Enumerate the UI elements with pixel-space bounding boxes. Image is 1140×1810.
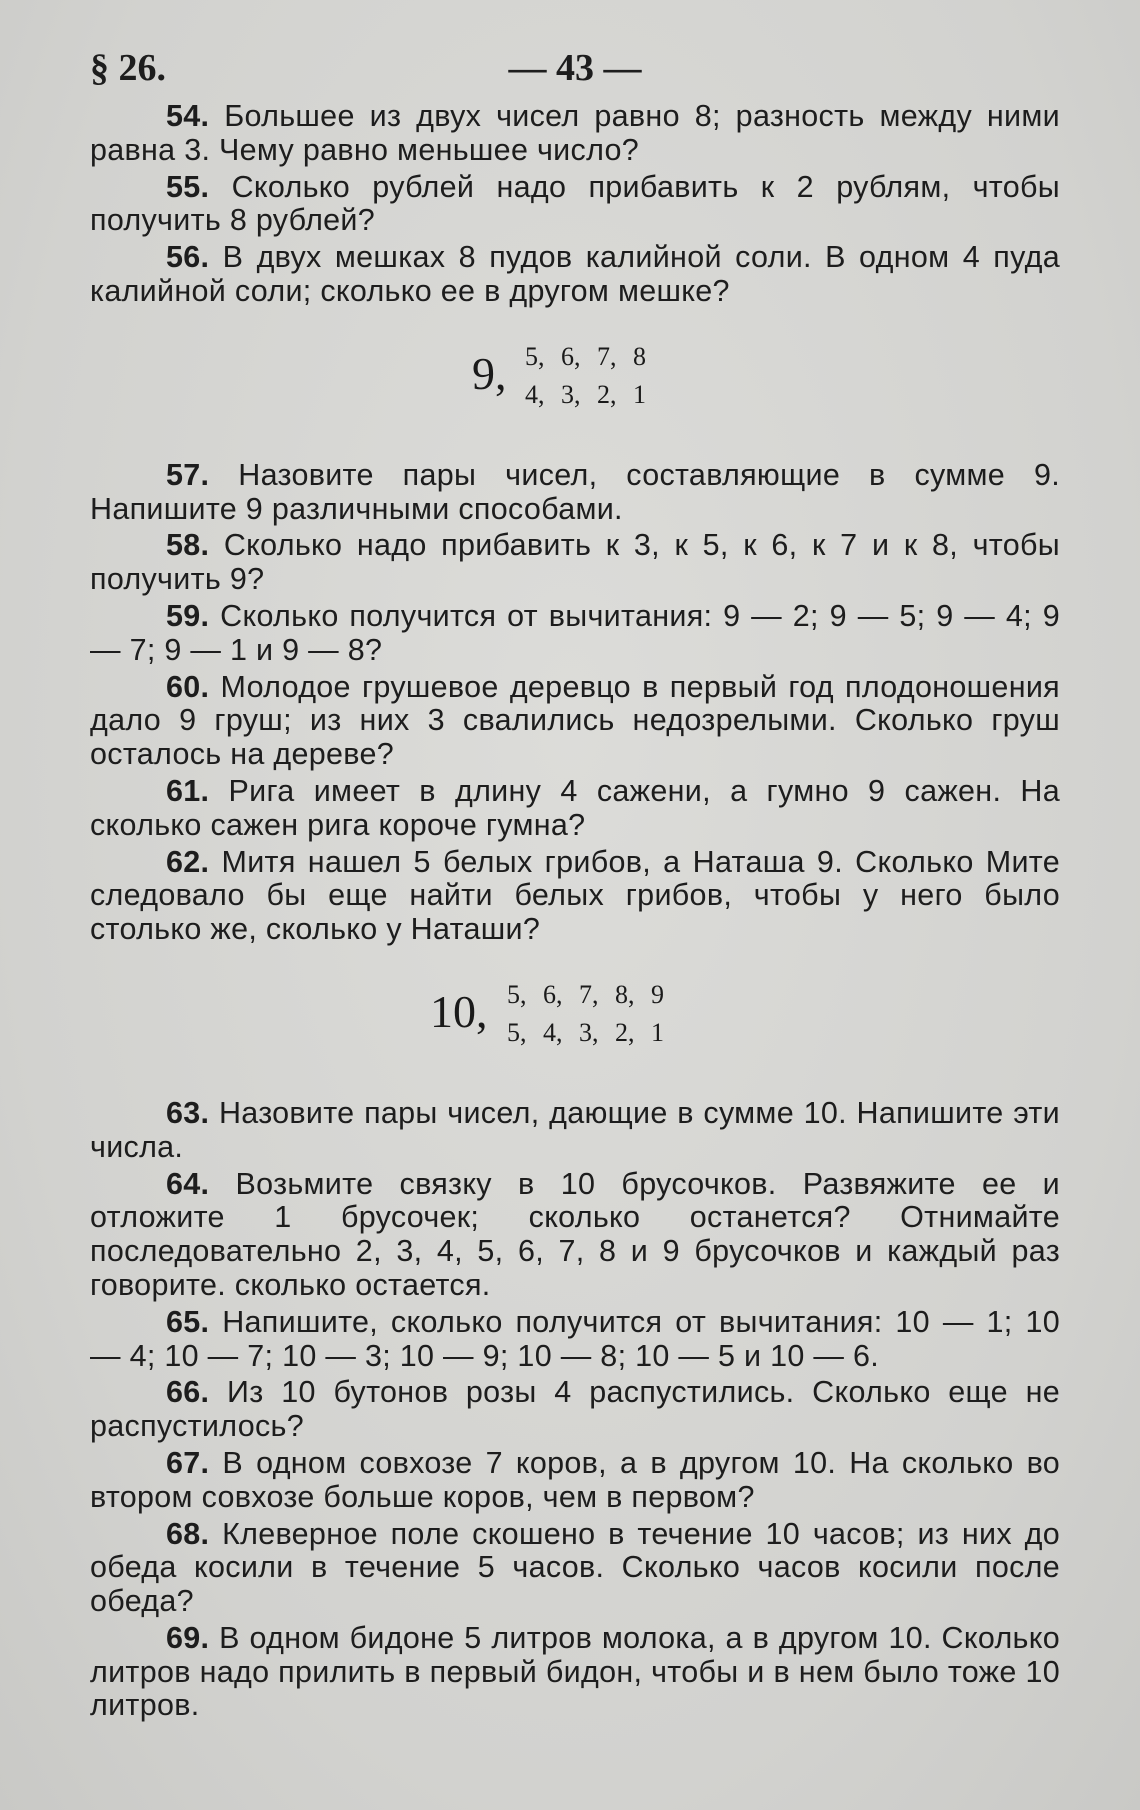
problem-number: 64. — [166, 1166, 210, 1201]
problem-57 — [90, 459, 1060, 527]
problem-number: 69. — [166, 1620, 210, 1655]
problem-number: 61. — [166, 773, 210, 808]
problem-text: В одном бидоне 5 литров молока, а в другом 10. Сколько литров надо прилить в первый бидон, чтобы и в нем было тоже 10 литров. — [90, 1620, 1060, 1723]
composition-bottom-row: 5, 4, 3, 2, 1 — [507, 1017, 664, 1047]
number-composition-9 — [90, 343, 1060, 423]
problem-number: 57. — [166, 457, 210, 492]
problem-text: Назовите пары чисел, дающие в сумме 10. Напишите эти числа. — [90, 1095, 1060, 1164]
problem-59 — [90, 600, 1060, 668]
problem-text: В двух мешках 8 пудов калийной соли. В одном 4 пуда калийной соли; сколько ее в другом мешке? — [90, 240, 1060, 308]
problem-56 — [90, 241, 1060, 309]
problem-number: 58. — [166, 528, 210, 563]
problem-text: Сколько надо прибавить к 3, к 5, к 6, к 7 и к 8, чтобы получить 9? — [90, 528, 1060, 597]
problem-66 — [90, 1376, 1060, 1444]
problem-number: 67. — [166, 1445, 210, 1480]
composition-total: 9, — [472, 347, 507, 399]
problem-text: Напишите, сколько получится от вычитания: 10 — 1; 10 — 4; 10 — 7; 10 — 3; 10 — 9; 10 — 8; 10 — 5 и 10 — 6. — [90, 1304, 1060, 1373]
problem-68 — [90, 1518, 1060, 1619]
problem-text: В одном совхозе 7 коров, а в другом 10. На сколько во втором совхозе больше коров, чем в первом? — [90, 1445, 1061, 1514]
problem-63 — [90, 1097, 1060, 1165]
composition-top-row: 5, 6, 7, 8 — [525, 341, 646, 371]
composition-top-row: 5, 6, 7, 8, 9 — [507, 979, 664, 1009]
problem-60 — [90, 671, 1060, 772]
page-header — [90, 40, 1060, 100]
problem-number: 68. — [166, 1516, 210, 1551]
problem-58 — [90, 529, 1060, 597]
problem-text: Из 10 бутонов розы 4 распустились. Сколько еще не распустилось? — [90, 1375, 1060, 1444]
problem-number: 66. — [166, 1375, 210, 1410]
problem-number: 55. — [166, 169, 210, 204]
problem-55 — [90, 171, 1060, 239]
problems-group-a — [90, 100, 1060, 309]
problem-text: Рига имеет в длину 4 сажени, а гумно 9 сажен. На сколько сажен рига короче гумна? — [90, 773, 1060, 842]
problem-text: Клеверное поле скошено в течение 10 часов; из них до обеда косили в течение 5 часов. Сколько часов косили после обеда? — [90, 1516, 1060, 1619]
composition-total: 10, — [430, 985, 488, 1037]
problem-69 — [90, 1622, 1060, 1723]
section-number: § 26. — [90, 47, 166, 89]
page-number: — 43 — — [508, 47, 642, 89]
problem-text: Сколько рублей надо прибавить к 2 рублям, чтобы получить 8 рублей? — [90, 169, 1060, 238]
problem-number: 60. — [166, 669, 210, 704]
number-composition-10 — [90, 981, 1060, 1061]
problem-number: 59. — [166, 598, 210, 633]
problem-67 — [90, 1447, 1060, 1515]
problem-text: Сколько получится от вычитания: 9 — 2; 9 — 5; 9 — 4; 9 — 7; 9 — 1 и 9 — 8? — [90, 598, 1061, 667]
problem-number: 63. — [166, 1095, 210, 1130]
problem-number: 65. — [166, 1304, 210, 1339]
problems-group-c — [90, 1097, 1060, 1723]
problem-65 — [90, 1306, 1060, 1374]
problem-54 — [90, 100, 1060, 168]
problem-text: Митя нашел 5 белых грибов, а Наташа 9. Сколько Мите следовало бы еще найти белых грибов, чтобы у него было столько же, сколько у Наташи? — [90, 844, 1060, 947]
problem-61 — [90, 775, 1060, 843]
problem-64 — [90, 1168, 1060, 1303]
problems-group-b — [90, 459, 1060, 947]
problem-text: Назовите пары чисел, составляющие в сумме 9. Напишите 9 различными способами. — [90, 457, 1060, 526]
problem-number: 56. — [166, 240, 210, 275]
problem-text: Большее из двух чисел равно 8; разность между ними равна 3. Чему равно меньшее число? — [90, 99, 1060, 167]
problem-text: Возьмите связку в 10 брусочков. Развяжите ее и отложите 1 брусочек; сколько останется? Отнимайте последовательно 2, 3, 4, 5, 6, 7, 8 и 9 брусочков и каждый раз говорите. сколько остается. — [90, 1166, 1060, 1302]
composition-bottom-row: 4, 3, 2, 1 — [525, 379, 646, 409]
problem-number: 54. — [166, 99, 210, 133]
problem-62 — [90, 846, 1060, 947]
problem-text: Молодое грушевое деревцо в первый год плодоношения дало 9 груш; из них 3 свалились недозрелыми. Сколько груш осталось на дереве? — [90, 669, 1060, 772]
problem-number: 62. — [166, 844, 210, 879]
